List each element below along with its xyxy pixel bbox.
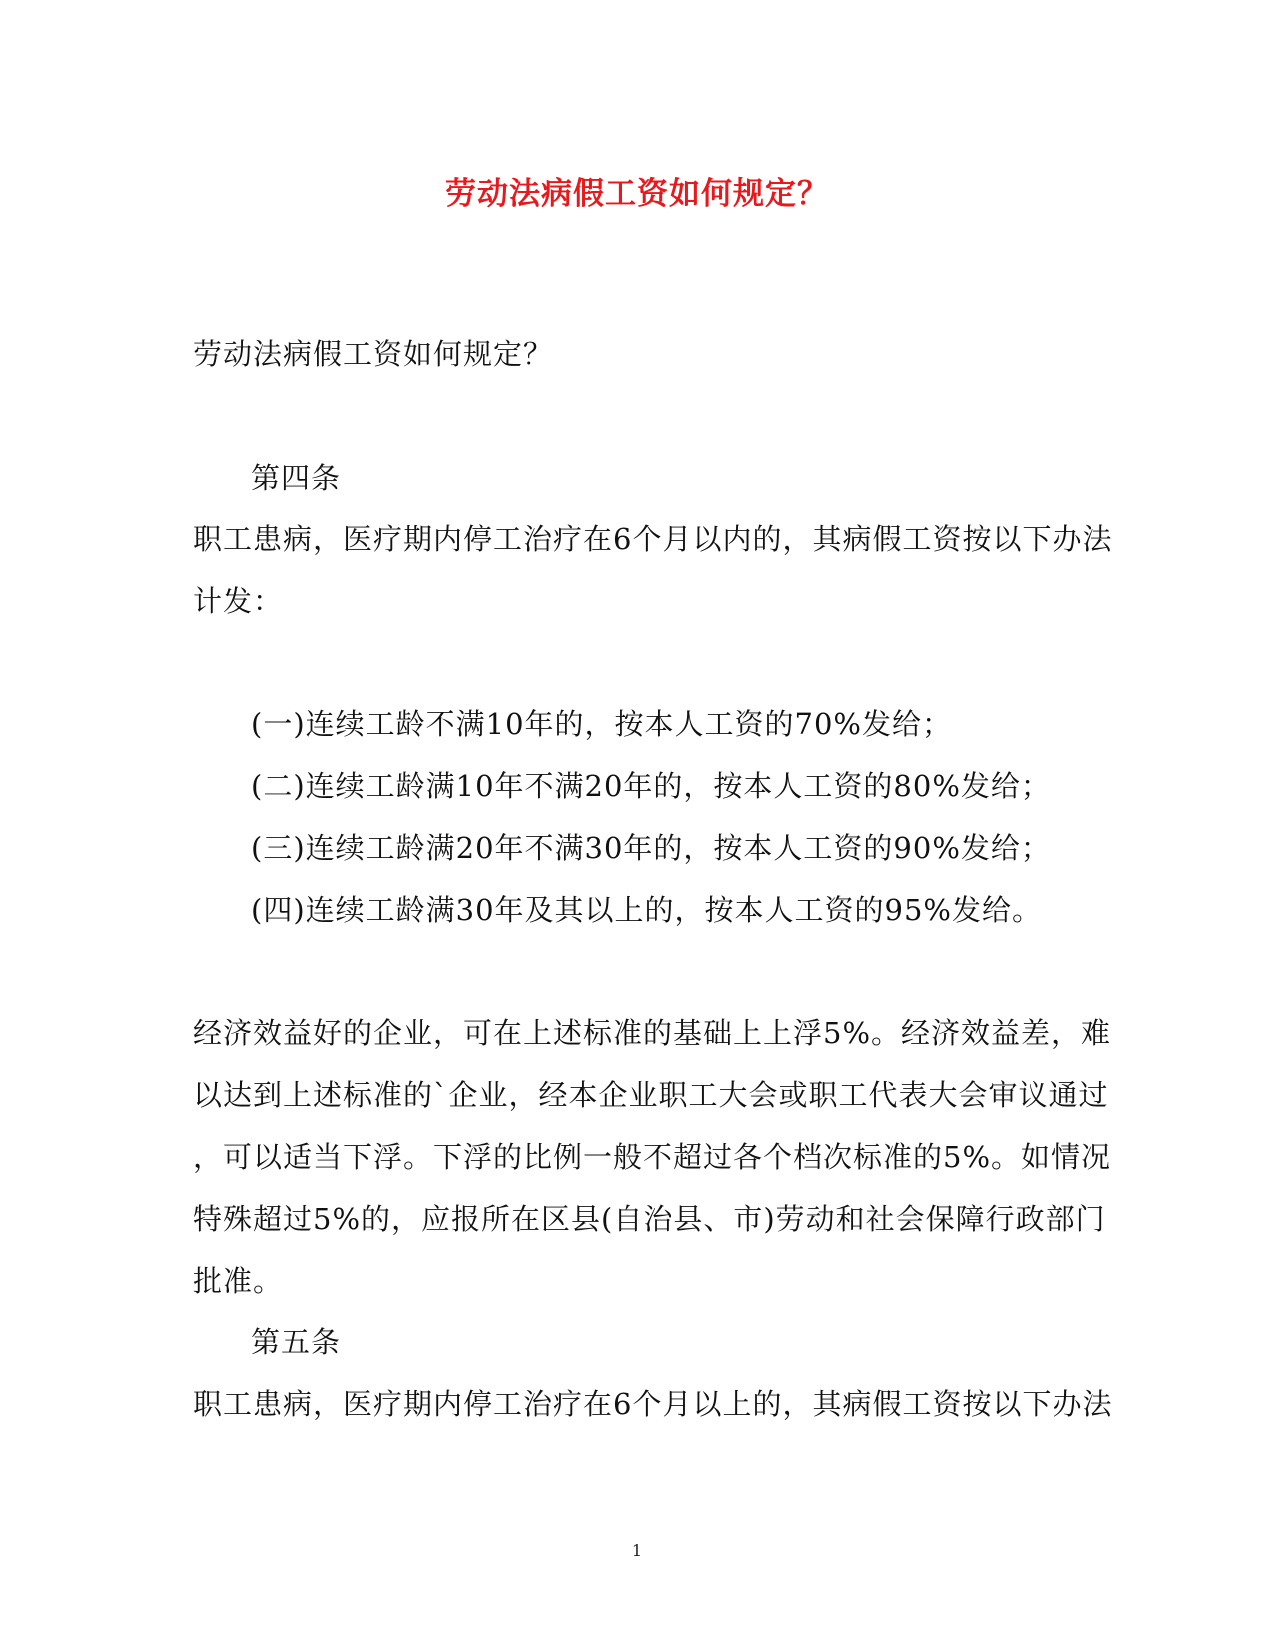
article5-intro-line-1: 职工患病，医疗期内停工治疗在6个月以上的，其病假工资按以下办法: [193, 1387, 1113, 1421]
article4-note-line-1: 经济效益好的企业，可在上述标准的基础上上浮5%。经济效益差，难: [193, 1016, 1112, 1050]
page-number: 1: [631, 1541, 643, 1560]
article4-note-line-2: 以达到上述标准的`企业，经本企业职工大会或职工代表大会审议通过: [193, 1078, 1109, 1112]
article4-item-3: (三)连续工龄满20年不满30年的，按本人工资的90%发给；: [251, 831, 1051, 865]
document-title: 劳动法病假工资如何规定？: [445, 176, 829, 212]
article4-item-4: (四)连续工龄满30年及其以上的，按本人工资的95%发给。: [251, 893, 1042, 927]
article4-note-line-4: 特殊超过5%的，应报所在区县(自治县、市)劳动和社会保障行政部门: [193, 1202, 1106, 1236]
article5-heading: 第五条: [251, 1325, 342, 1359]
article4-item-2: (二)连续工龄满10年不满20年的，按本人工资的80%发给；: [251, 769, 1051, 803]
article4-intro-line-2: 计发：: [193, 584, 284, 618]
document-subtitle: 劳动法病假工资如何规定？: [193, 337, 554, 371]
article4-heading: 第四条: [251, 461, 342, 495]
article4-note-line-5: 批准。: [193, 1264, 284, 1298]
article4-note-line-3: ，可以适当下浮。下浮的比例一般不超过各个档次标准的5%。如情况: [193, 1140, 1112, 1174]
article4-item-1: (一)连续工龄不满10年的，按本人工资的70%发给；: [251, 707, 952, 741]
article4-intro-line-1: 职工患病，医疗期内停工治疗在6个月以内的，其病假工资按以下办法: [193, 522, 1113, 556]
